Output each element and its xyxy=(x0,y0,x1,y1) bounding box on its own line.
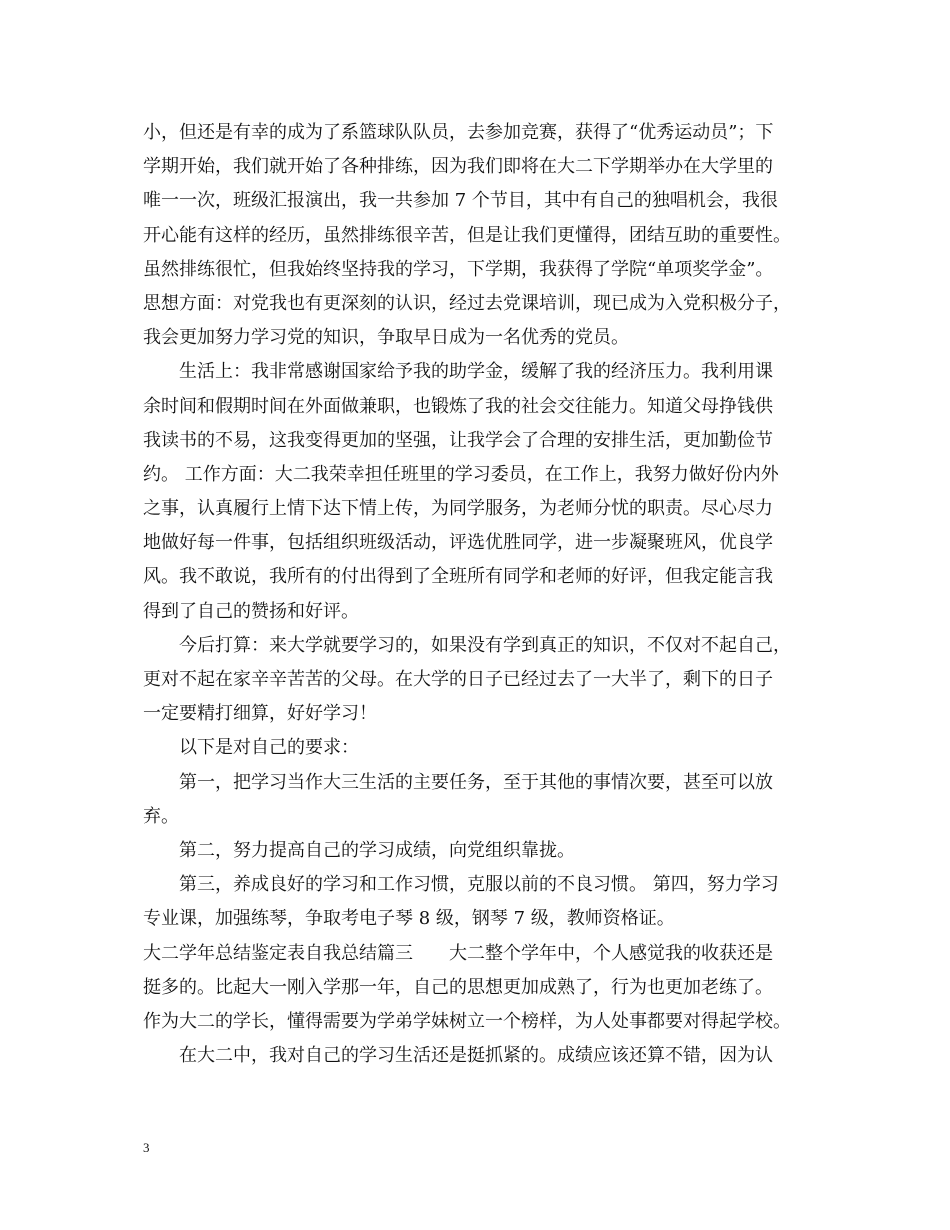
text-line: 余时间和假期时间在外面做兼职，也锻炼了我的社会交往能力。知道父母挣钱供 xyxy=(143,395,773,417)
text-line: 专业课，加强练琴，争取考电子琴 8 级，钢琴 7 级，教师资格证。 xyxy=(143,908,675,930)
text-line: 今后打算：来大学就要学习的，如果没有学到真正的知识，不仅对不起自己， xyxy=(143,634,791,656)
text-line: 唯一一次，班级汇报演出，我一共参加 7 个节目，其中有自己的独唱机会，我很 xyxy=(143,190,778,212)
text-line: 之事，认真履行上情下达下情上传，为同学服务，为老师分忧的职责。尽心尽力 xyxy=(143,498,773,520)
body-text xyxy=(143,116,823,1073)
text-line: 大二学年总结鉴定表自我总结篇三 大二整个学年中，个人感觉我的收获还是 xyxy=(143,942,773,964)
text-line: 作为大二的学长，懂得需要为学弟学妹树立一个榜样，为人处事都要对得起学校。 xyxy=(143,1010,791,1032)
text-line: 第一，把学习当作大三生活的主要任务，至于其他的事情次要，甚至可以放 xyxy=(143,771,773,793)
text-line: 开心能有这样的经历，虽然排练很辛苦，但是让我们更懂得，团结互助的重要性。 xyxy=(143,224,791,246)
text-line: 地做好每一件事，包括组织班级活动，评选优胜同学，进一步凝聚班风，优良学 xyxy=(143,532,773,554)
text-line: 在大二中，我对自己的学习生活还是挺抓紧的。成绩应该还算不错，因为认 xyxy=(143,1045,773,1067)
text-line: 思想方面：对党我也有更深刻的认识，经过去党课培训，现已成为入党积极分子， xyxy=(143,292,791,314)
text-line: 以下是对自己的要求： xyxy=(143,737,359,759)
text-line: 弃。 xyxy=(143,805,179,827)
text-line: 小，但还是有幸的成为了系篮球队队员，去参加竞赛，获得了“优秀运动员”；下 xyxy=(143,122,774,143)
text-line: 约。 工作方面：大二我荣幸担任班里的学习委员，在工作上，我努力做好份内外 xyxy=(143,463,779,485)
text-line: 生活上：我非常感谢国家给予我的助学金，缓解了我的经济压力。我利用课 xyxy=(143,361,773,383)
text-line: 第三，养成良好的学习和工作习惯，克服以前的不良习惯。 第四，努力学习 xyxy=(143,874,779,896)
text-line: 虽然排练很忙，但我始终坚持我的学习，下学期，我获得了学院“单项奖学金”。 xyxy=(143,258,774,280)
text-line: 我会更加努力学习党的知识，争取早日成为一名优秀的党员。 xyxy=(143,327,629,349)
text-line: 第二，努力提高自己的学习成绩，向党组织靠拢。 xyxy=(143,839,575,861)
text-line: 得到了自己的赞扬和好评。 xyxy=(143,600,359,622)
text-line: 更对不起在家辛辛苦苦的父母。在大学的日子已经过去了一大半了，剩下的日子 xyxy=(143,669,773,690)
text-line: 挺多的。比起大一刚入学那一年，自己的思想更加成熟了，行为也更加老练了。 xyxy=(143,976,773,998)
page-number: 3 xyxy=(143,1140,150,1155)
text-line: 学期开始，我们就开始了各种排练，因为我们即将在大二下学期举办在大学里的 xyxy=(143,156,773,178)
text-line: 风。我不敢说，我所有的付出得到了全班所有同学和老师的好评，但我定能言我 xyxy=(143,566,773,588)
text-line: 我读书的不易，这我变得更加的坚强，让我学会了合理的安排生活，更加勤俭节 xyxy=(143,429,773,451)
text-line: 一定要精打细算，好好学习！ xyxy=(143,703,377,725)
